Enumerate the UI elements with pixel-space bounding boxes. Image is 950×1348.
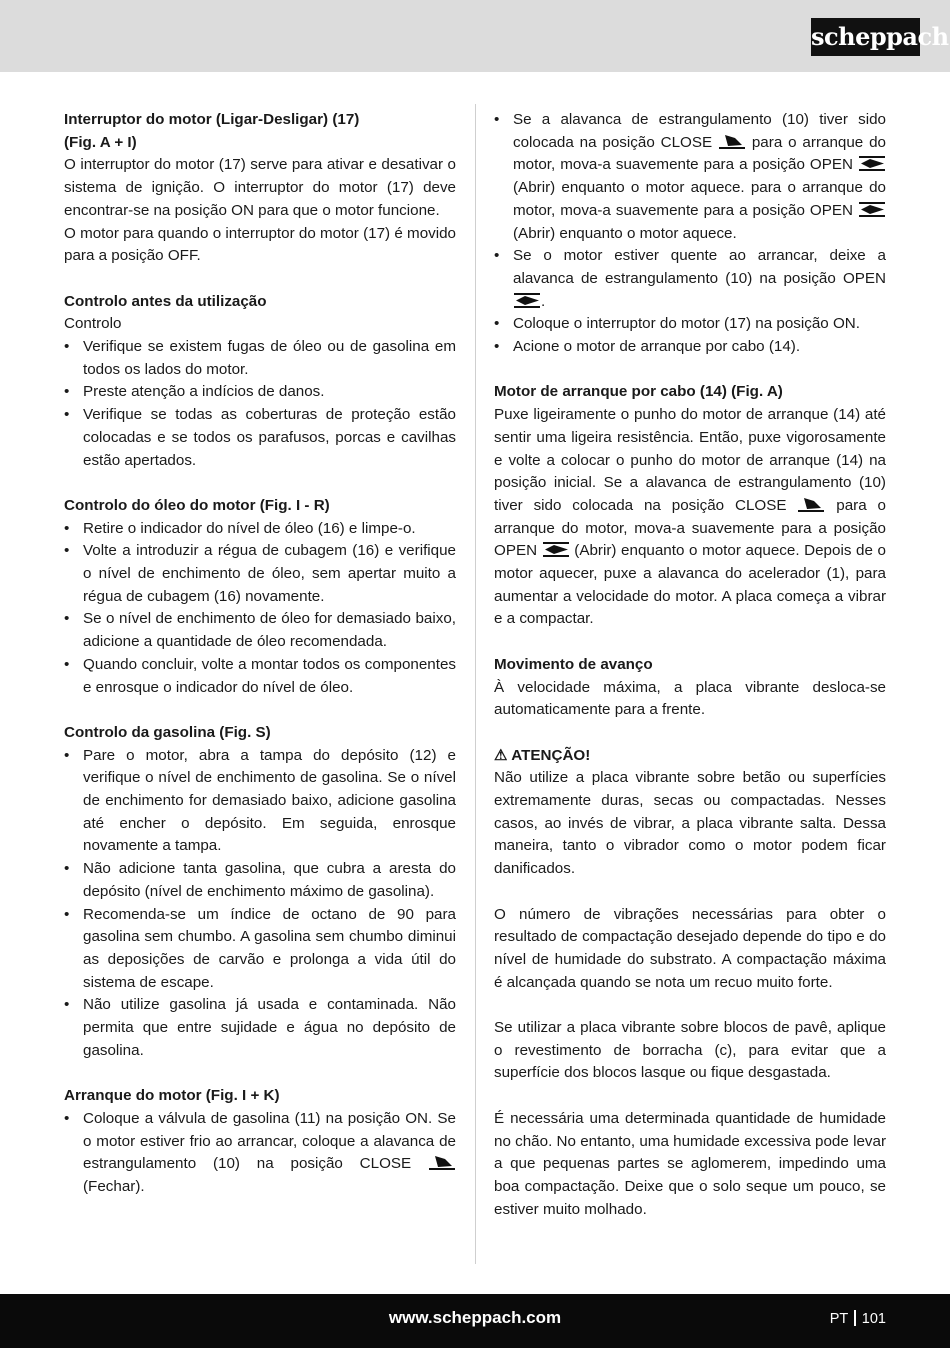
paragraph: Puxe ligeiramente o punho do motor de arranque (14) até sentir uma ligeira resistência. Então, puxe vigorosamente e volte a colocar o punho do motor de arranque (14) na posição inicial. Se a alavanca de estrangulamento (10) tiver sido colocada na posição CLOSE para o arranque do motor, mova-a suavemente para a posição OPEN (Abrir) enquanto o motor aquece. Depois de o motor aquecer, puxe a alavanca do acelerador (1), para aumentar a velocidade do motor. A placa começa a vibrar e a compactar. (494, 406, 886, 628)
list-item: • Quando concluir, volte a montar todos os componentes e enrosque o indicador do nível de óleo. (64, 654, 456, 699)
paragraph: O número de vibrações necessárias para obter o resultado de compactação desejado depende do tipo e do nível de humidade do substrato. A compactação máxima é alcançada quando se nota um recuo muito forte. (494, 905, 886, 991)
list-item: • Recomenda-se um índice de octano de 90 para gasolina sem chumbo. A gasolina sem chumbo diminui as deposições de carvão e prolonga a vida útil do sistema de escape. (64, 904, 456, 995)
paragraph: É necessária uma determinada quantidade de humidade no chão. No entanto, uma humidade excessiva pode levar a que pequenas partes se aglomerem, impedindo uma boa compactação. Deixe que o solo seque um pouco, se estiver muito molhado. (494, 1109, 886, 1218)
left-column (64, 109, 456, 1199)
list-item: • Coloque a válvula de gasolina (11) na posição ON. Se o motor estiver frio ao arrancar, coloque a alavanca de estrangulamento (10) na posição CLOSE (Fechar). (64, 1108, 456, 1199)
section-title: Controlo da gasolina (Fig. S) (64, 723, 271, 741)
footer-bar (0, 1294, 950, 1348)
bullet-list (64, 1108, 456, 1199)
list-item: • Não adicione tanta gasolina, que cubra a aresta do depósito (nível de enchimento máximo de gasolina). (64, 858, 456, 903)
choke-open-icon (513, 293, 541, 308)
subtitle: Controlo (64, 315, 122, 333)
list-item: • Se o nível de enchimento de óleo for demasiado baixo, adicione a quantidade de óleo recomendada. (64, 608, 456, 653)
bullet-list (64, 336, 456, 472)
list-item: • Pare o motor, abra a tampa do depósito (12) e verifique o nível de enchimento de gasolina. Se o nível de enchimento for demasiado baixo, adicione gasolina até encher o depósito. Em seguida, enrosque novamente a tampa. (64, 745, 456, 859)
bullet-list (64, 745, 456, 1063)
list-item: • Se a alavanca de estrangulamento (10) tiver sido colocada na posição CLOSE para o arranque do motor, mova-a suavemente para a posição OPEN (Abrir) enquanto o motor aquece. para o arranque do motor, mova-a suavemente para a posição OPEN (Abrir) enquanto o motor aquece. (494, 109, 886, 245)
choke-close-icon (428, 1155, 456, 1170)
list-item: • Se o motor estiver quente ao arrancar, deixe a alavanca de estrangulamento (10) na posição OPEN . (494, 245, 886, 313)
brand-logo: scheppach (811, 18, 920, 56)
section-title: Interruptor do motor (Ligar-Desligar) (17) (64, 111, 360, 128)
list-item: • Retire o indicador do nível de óleo (16) e limpe-o. (64, 518, 456, 541)
list-item: • Coloque o interruptor do motor (17) na posição ON. (494, 313, 886, 336)
list-item: • Acione o motor de arranque por cabo (14). (494, 336, 886, 359)
website-link[interactable]: www.scheppach.com (388, 1308, 562, 1327)
column-divider (475, 104, 476, 1264)
choke-close-icon (718, 134, 746, 149)
paragraph: O motor para quando o interruptor do motor (17) é movido para a posição OFF. (64, 224, 456, 265)
choke-close-icon (797, 497, 825, 512)
paragraph: Se utilizar a placa vibrante sobre blocos de pavê, aplique o revestimento de borracha (c), para evitar que a superfície dos blocos lasque ou fique desgastada. (494, 1019, 886, 1082)
warning-icon: ⚠ (494, 746, 508, 764)
header-bar (0, 0, 950, 72)
paragraph: Não utilize a placa vibrante sobre betão ou superfícies extremamente duras, secas ou compactadas. Nesses casos, ao invés de vibrar, a placa vibrante salta. Dessa maneira, tanto o vibrador como o motor podem ficar danificados. (494, 769, 886, 878)
section-title: Movimento de avanço (494, 655, 653, 673)
choke-open-icon (858, 202, 886, 217)
list-item: • Verifique se todas as coberturas de proteção estão colocadas e se todos os parafusos, porcas e cavilhas estão apertados. (64, 404, 456, 472)
section-title-fig: (Fig. A + I) (64, 133, 137, 151)
warning-title: ⚠ ATENÇÃO! (494, 746, 591, 764)
list-item: • Não utilize gasolina já usada e contaminada. Não permita que entre sujidade e água no depósito de gasolina. (64, 994, 456, 1062)
paragraph: À velocidade máxima, a placa vibrante desloca-se automaticamente para a frente. (494, 678, 886, 719)
bullet-list (64, 518, 456, 700)
page-number: PT 101 (829, 1311, 886, 1327)
list-item: • Verifique se existem fugas de óleo ou de gasolina em todos os lados do motor. (64, 336, 456, 381)
section-title: Controlo antes da utilização (64, 292, 267, 310)
section-title: Arranque do motor (Fig. I + K) (64, 1087, 280, 1105)
section-title: Controlo do óleo do motor (Fig. I - R) (64, 496, 330, 514)
list-item: • Preste atenção a indícios de danos. (64, 381, 456, 404)
list-item: • Volte a introduzir a régua de cubagem (16) e verifique o nível de enchimento de óleo, sem apertar muito a régua de cubagem (16) novamente. (64, 540, 456, 608)
bullet-list (494, 109, 886, 359)
choke-open-icon (542, 542, 570, 557)
choke-open-icon (858, 156, 886, 171)
right-column (494, 109, 886, 1221)
section-title: Motor de arranque por cabo (14) (Fig. A) (494, 383, 783, 401)
paragraph: O interruptor do motor (17) serve para ativar e desativar o sistema de ignição. O interruptor do motor (17) deve encontrar-se na posição ON para que o motor funcione. (64, 156, 456, 219)
